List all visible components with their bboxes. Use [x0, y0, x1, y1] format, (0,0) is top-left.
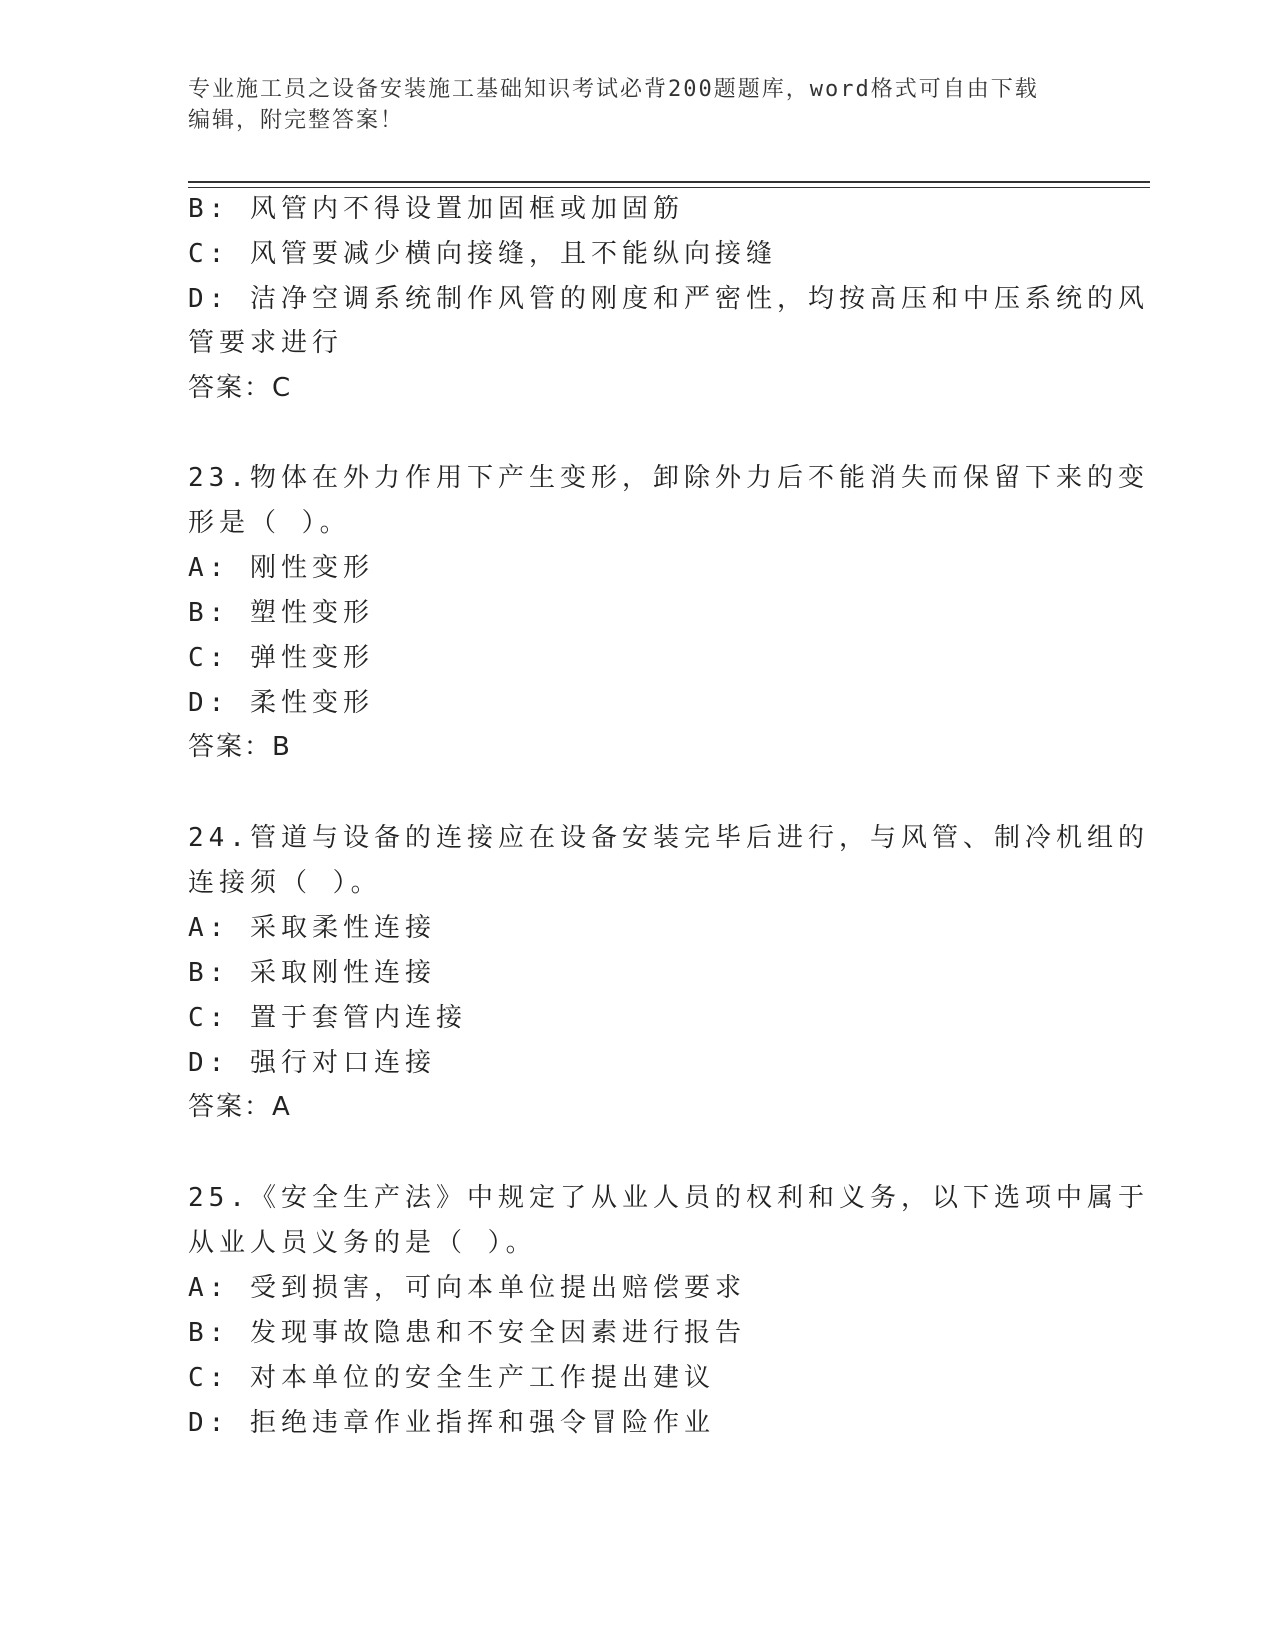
q23-stem-line-1: 23.物体在外力作用下产生变形，卸除外力后不能消失而保留下来的变: [188, 463, 1149, 493]
q25-stem-line-1: 25.《安全生产法》中规定了从业人员的权利和义务，以下选项中属于: [188, 1183, 1149, 1213]
q23-stem-line-2: 形是（ ）。: [188, 508, 351, 538]
q23-option-a: A: 刚性变形: [188, 553, 374, 583]
q22-option-d-line-2: 管要求进行: [188, 328, 344, 358]
q25-option-c: C: 对本单位的安全生产工作提出建议: [188, 1363, 715, 1393]
q22-option-b: B: 风管内不得设置加固框或加固筋: [188, 194, 684, 224]
q23-option-c: C: 弹性变形: [188, 643, 374, 673]
page-header: [188, 74, 1088, 136]
q22-option-c: C: 风管要减少横向接缝，且不能纵向接缝: [188, 239, 777, 269]
header-title-line-2: 编辑，附完整答案！: [188, 108, 405, 133]
q24-option-c: C: 置于套管内连接: [188, 1003, 467, 1033]
q23-option-b: B: 塑性变形: [188, 598, 374, 628]
q24-stem-line-2: 连接须（ ）。: [188, 868, 382, 898]
q24-stem-line-1: 24.管道与设备的连接应在设备安装完毕后进行，与风管、制冷机组的: [188, 823, 1149, 853]
q25-option-a: A: 受到损害，可向本单位提出赔偿要求: [188, 1273, 746, 1303]
q24-option-d: D: 强行对口连接: [188, 1048, 436, 1078]
q24-option-b: B: 采取刚性连接: [188, 958, 436, 988]
q22-option-d-line-1: D: 洁净空调系统制作风管的刚度和严密性，均按高压和中压系统的风: [188, 284, 1149, 314]
header-title-line-1: 专业施工员之设备安装施工基础知识考试必背200题题库，word格式可自由下载: [188, 77, 1039, 102]
q24-option-a: A: 采取柔性连接: [188, 913, 436, 943]
q25-stem-line-2: 从业人员义务的是（ ）。: [188, 1228, 537, 1258]
q24-answer: 答案：A: [188, 1092, 292, 1122]
q23-option-d: D: 柔性变形: [188, 688, 374, 718]
header-divider: [188, 181, 1150, 188]
q25-option-b: B: 发现事故隐患和不安全因素进行报告: [188, 1318, 746, 1348]
q22-answer: 答案：C: [188, 373, 293, 403]
q23-answer: 答案：B: [188, 732, 292, 762]
q25-option-d: D: 拒绝违章作业指挥和强令冒险作业: [188, 1408, 715, 1438]
